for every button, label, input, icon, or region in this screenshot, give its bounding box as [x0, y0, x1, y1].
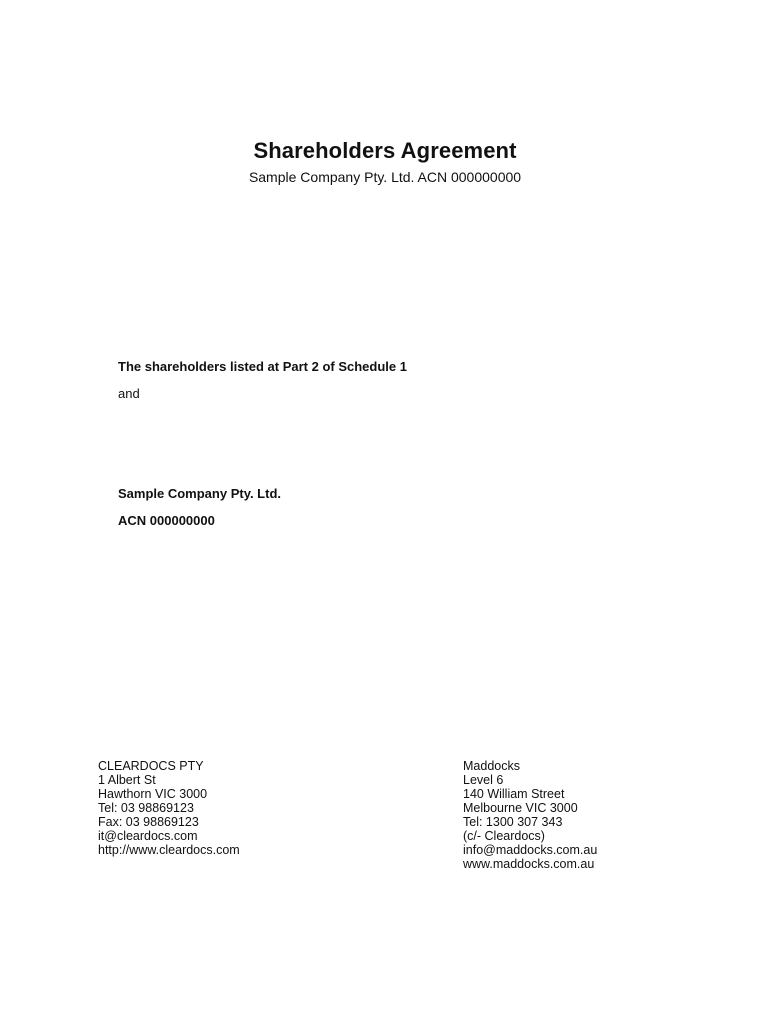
care-of-line: (c/- Cleardocs) [463, 829, 545, 843]
party-conjunction: and [118, 386, 140, 401]
maddocks-contact-block [463, 759, 597, 871]
party-shareholders: The shareholders listed at Part 2 of Schedule 1 [118, 359, 407, 374]
email-line: info@maddocks.com.au [463, 843, 598, 857]
document-title: Shareholders Agreement [253, 138, 517, 163]
address-line: 140 William Street [463, 787, 565, 801]
cleardocs-contact-block [98, 759, 240, 857]
website-line: http://www.cleardocs.com [98, 843, 240, 857]
address-line: Level 6 [463, 773, 504, 787]
fax-line: Fax: 03 98869123 [98, 815, 199, 829]
address-line: Melbourne VIC 3000 [463, 801, 578, 815]
address-line: CLEARDOCS PTY [98, 759, 204, 773]
address-line: Hawthorn VIC 3000 [98, 787, 208, 801]
phone-line: Tel: 03 98869123 [98, 801, 194, 815]
address-line: 1 Albert St [98, 773, 156, 787]
party-company-acn: ACN 000000000 [118, 513, 215, 528]
email-line: it@cleardocs.com [98, 829, 198, 843]
document-subtitle: Sample Company Pty. Ltd. ACN 000000000 [248, 169, 522, 185]
address-line: Maddocks [463, 759, 520, 773]
party-company-name: Sample Company Pty. Ltd. [118, 486, 282, 501]
website-line: www.maddocks.com.au [463, 857, 595, 871]
phone-line: Tel: 1300 307 343 [463, 815, 563, 829]
